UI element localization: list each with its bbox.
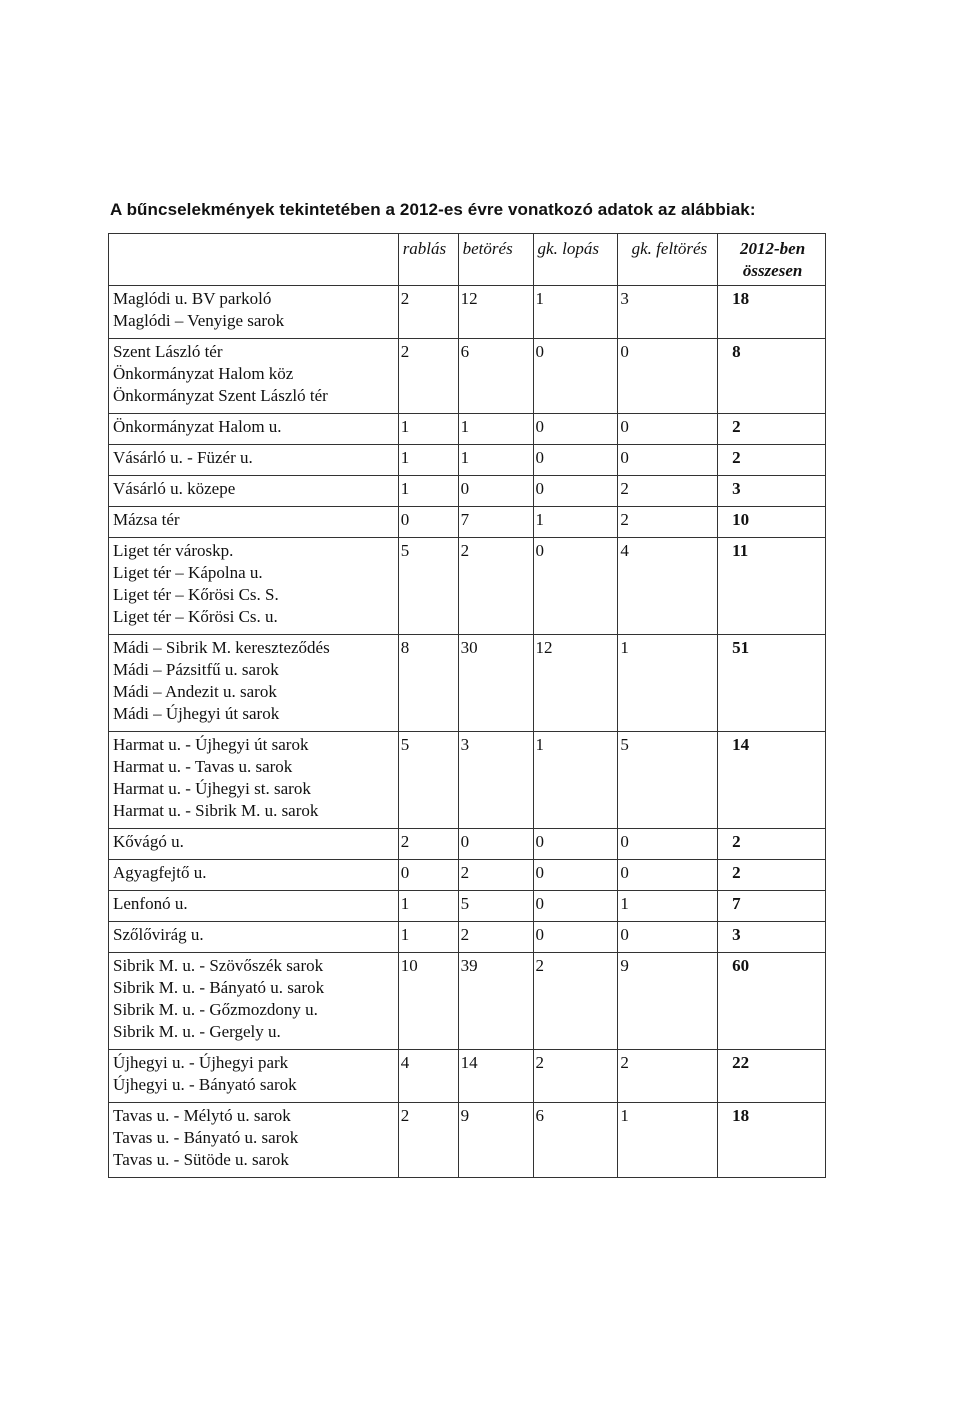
total-value-cell — [718, 891, 826, 922]
vehicle-theft-value-cell — [533, 922, 618, 953]
burglary-value-cell — [458, 732, 533, 829]
robbery-value: 2 — [400, 289, 410, 308]
robbery-value: 0 — [400, 863, 410, 882]
table-row — [109, 339, 826, 414]
vehicle-theft-value-cell — [533, 339, 618, 414]
vehicle-breakin-value: 0 — [620, 863, 629, 882]
vehicle-theft-value-cell — [533, 953, 618, 1050]
location-name: Újhegyi u. - Bányató sarok — [113, 1075, 297, 1094]
vehicle-theft-value: 0 — [535, 925, 545, 944]
total-value: 11 — [732, 541, 749, 560]
vehicle-breakin-value-cell — [618, 414, 718, 445]
vehicle-breakin-value: 1 — [620, 1106, 629, 1125]
vehicle-breakin-value-cell — [618, 286, 718, 339]
vehicle-theft-value-cell — [533, 507, 618, 538]
location-name: Vásárló u. közepe — [113, 479, 236, 498]
total-value: 3 — [732, 925, 741, 944]
location-name: Mádi – Pázsitfű u. sarok — [113, 660, 279, 679]
location-cell — [109, 635, 399, 732]
robbery-value-cell — [398, 1103, 458, 1178]
burglary-value-cell — [458, 922, 533, 953]
table-row — [109, 953, 826, 1050]
location-name: Sibrik M. u. - Gergely u. — [113, 1022, 281, 1041]
robbery-value-cell — [398, 635, 458, 732]
location-cell — [109, 953, 399, 1050]
total-value: 18 — [732, 289, 750, 308]
vehicle-theft-value: 0 — [535, 479, 545, 498]
location-cell — [109, 414, 399, 445]
total-value: 22 — [732, 1053, 750, 1072]
vehicle-breakin-value-cell — [618, 507, 718, 538]
vehicle-breakin-value-cell — [618, 445, 718, 476]
total-value: 3 — [732, 479, 741, 498]
vehicle-theft-value-cell — [533, 732, 618, 829]
vehicle-theft-value: 0 — [535, 541, 545, 560]
robbery-value-cell — [398, 860, 458, 891]
location-name: Harmat u. - Sibrik M. u. sarok — [113, 801, 319, 820]
table-row — [109, 538, 826, 635]
vehicle-breakin-value: 0 — [620, 925, 629, 944]
location-name: Önkormányzat Halom köz — [113, 364, 294, 383]
burglary-value-cell — [458, 538, 533, 635]
table-row — [109, 286, 826, 339]
table-row — [109, 922, 826, 953]
table-row — [109, 1050, 826, 1103]
robbery-value: 2 — [400, 1106, 410, 1125]
robbery-value-cell — [398, 732, 458, 829]
vehicle-breakin-value-cell — [618, 538, 718, 635]
total-value-cell — [718, 286, 826, 339]
robbery-value-cell — [398, 445, 458, 476]
robbery-value-cell — [398, 507, 458, 538]
vehicle-breakin-value: 0 — [620, 417, 629, 436]
total-value-cell — [718, 829, 826, 860]
total-value-cell — [718, 476, 826, 507]
location-name: Önkormányzat Szent László tér — [113, 386, 328, 405]
table-row — [109, 732, 826, 829]
total-value: 14 — [732, 735, 750, 754]
vehicle-theft-value-cell — [533, 829, 618, 860]
total-value-cell — [718, 1050, 826, 1103]
vehicle-breakin-value: 0 — [620, 448, 629, 467]
location-name: Lenfonó u. — [113, 894, 188, 913]
vehicle-breakin-value: 2 — [620, 510, 629, 529]
burglary-value: 30 — [460, 638, 478, 657]
location-cell — [109, 1103, 399, 1178]
robbery-value-cell — [398, 339, 458, 414]
total-value: 2 — [732, 417, 741, 436]
location-name: Maglódi u. BV parkoló — [113, 289, 272, 308]
vehicle-theft-value-cell — [533, 1050, 618, 1103]
vehicle-breakin-value: 9 — [620, 956, 629, 975]
vehicle-breakin-value: 1 — [620, 894, 629, 913]
location-name: Mádi – Andezit u. sarok — [113, 682, 277, 701]
total-value-cell — [718, 507, 826, 538]
total-value-cell — [718, 732, 826, 829]
vehicle-breakin-value: 0 — [620, 832, 629, 851]
vehicle-breakin-value: 0 — [620, 342, 629, 361]
vehicle-theft-value-cell — [533, 1103, 618, 1178]
header-vehicle-breakin: gk. feltörés — [618, 234, 718, 286]
robbery-value: 5 — [400, 541, 410, 560]
burglary-value: 0 — [460, 479, 470, 498]
header-burglary: betörés — [458, 234, 533, 286]
burglary-value-cell — [458, 476, 533, 507]
robbery-value: 4 — [400, 1053, 410, 1072]
vehicle-theft-value: 0 — [535, 863, 545, 882]
location-name: Mádi – Újhegyi út sarok — [113, 704, 280, 723]
burglary-value-cell — [458, 1103, 533, 1178]
robbery-value: 1 — [400, 448, 410, 467]
table-row — [109, 476, 826, 507]
vehicle-theft-value: 0 — [535, 894, 545, 913]
burglary-value-cell — [458, 1050, 533, 1103]
location-cell — [109, 732, 399, 829]
robbery-value-cell — [398, 286, 458, 339]
header-robbery: rablás — [398, 234, 458, 286]
location-name: Agyagfejtő u. — [113, 863, 207, 882]
burglary-value-cell — [458, 414, 533, 445]
total-value: 2 — [732, 448, 741, 467]
vehicle-theft-value-cell — [533, 414, 618, 445]
vehicle-breakin-value-cell — [618, 1050, 718, 1103]
robbery-value: 1 — [400, 894, 410, 913]
vehicle-theft-value-cell — [533, 445, 618, 476]
table-row — [109, 829, 826, 860]
location-name: Szent László tér — [113, 342, 223, 361]
total-value-cell — [718, 339, 826, 414]
total-value-cell — [718, 445, 826, 476]
robbery-value: 2 — [400, 832, 410, 851]
vehicle-theft-value: 2 — [535, 956, 545, 975]
robbery-value-cell — [398, 476, 458, 507]
vehicle-theft-value: 0 — [535, 417, 545, 436]
table-body — [109, 286, 826, 1178]
location-name: Kővágó u. — [113, 832, 184, 851]
total-value: 8 — [732, 342, 741, 361]
location-name: Liget tér – Kőrösi Cs. u. — [113, 607, 278, 626]
total-value: 2 — [732, 863, 741, 882]
location-name: Sibrik M. u. - Szövőszék sarok — [113, 956, 324, 975]
burglary-value: 5 — [460, 894, 470, 913]
burglary-value: 1 — [460, 417, 470, 436]
location-name: Sibrik M. u. - Bányató u. sarok — [113, 978, 325, 997]
vehicle-theft-value: 6 — [535, 1106, 545, 1125]
table-row — [109, 507, 826, 538]
location-name: Mázsa tér — [113, 510, 180, 529]
burglary-value-cell — [458, 860, 533, 891]
vehicle-breakin-value-cell — [618, 953, 718, 1050]
burglary-value: 2 — [460, 863, 470, 882]
vehicle-breakin-value-cell — [618, 732, 718, 829]
location-name: Sibrik M. u. - Gőzmozdony u. — [113, 1000, 318, 1019]
burglary-value: 39 — [460, 956, 478, 975]
total-value: 18 — [732, 1106, 750, 1125]
vehicle-breakin-value: 4 — [620, 541, 629, 560]
vehicle-breakin-value: 2 — [620, 479, 629, 498]
robbery-value: 10 — [400, 956, 418, 975]
burglary-value-cell — [458, 891, 533, 922]
burglary-value-cell — [458, 286, 533, 339]
location-cell — [109, 538, 399, 635]
vehicle-breakin-value-cell — [618, 922, 718, 953]
vehicle-theft-value-cell — [533, 860, 618, 891]
robbery-value: 1 — [400, 417, 410, 436]
crime-statistics-table — [108, 233, 826, 1178]
vehicle-theft-value: 12 — [535, 638, 553, 657]
total-value-cell — [718, 953, 826, 1050]
location-name: Harmat u. - Tavas u. sarok — [113, 757, 293, 776]
total-value-cell — [718, 860, 826, 891]
vehicle-theft-value-cell — [533, 891, 618, 922]
table-row — [109, 1103, 826, 1178]
total-value: 51 — [732, 638, 750, 657]
vehicle-theft-value: 1 — [535, 735, 545, 754]
location-name: Tavas u. - Sütöde u. sarok — [113, 1150, 289, 1169]
vehicle-theft-value-cell — [533, 476, 618, 507]
total-value: 2 — [732, 832, 741, 851]
burglary-value-cell — [458, 507, 533, 538]
robbery-value: 1 — [400, 479, 410, 498]
vehicle-theft-value-cell — [533, 635, 618, 732]
burglary-value: 0 — [460, 832, 470, 851]
table-row — [109, 414, 826, 445]
location-cell — [109, 507, 399, 538]
burglary-value: 3 — [460, 735, 470, 754]
robbery-value-cell — [398, 922, 458, 953]
location-cell — [109, 286, 399, 339]
location-cell — [109, 891, 399, 922]
burglary-value: 1 — [460, 448, 470, 467]
vehicle-breakin-value-cell — [618, 476, 718, 507]
robbery-value-cell — [398, 891, 458, 922]
vehicle-breakin-value: 2 — [620, 1053, 629, 1072]
vehicle-theft-value: 1 — [535, 289, 545, 308]
robbery-value-cell — [398, 414, 458, 445]
burglary-value: 2 — [460, 925, 470, 944]
location-name: Tavas u. - Bányató u. sarok — [113, 1128, 299, 1147]
header-vehicle-theft: gk. lopás — [533, 234, 618, 286]
burglary-value-cell — [458, 953, 533, 1050]
total-value: 10 — [732, 510, 750, 529]
location-name: Liget tér – Kápolna u. — [113, 563, 263, 582]
location-cell — [109, 445, 399, 476]
vehicle-breakin-value-cell — [618, 339, 718, 414]
vehicle-theft-value: 1 — [535, 510, 545, 529]
total-value-cell — [718, 538, 826, 635]
robbery-value: 5 — [400, 735, 410, 754]
robbery-value: 2 — [400, 342, 410, 361]
location-name: Vásárló u. - Füzér u. — [113, 448, 253, 467]
header-total: 2012-ben összesen — [718, 234, 826, 286]
vehicle-breakin-value-cell — [618, 1103, 718, 1178]
vehicle-breakin-value-cell — [618, 635, 718, 732]
robbery-value-cell — [398, 1050, 458, 1103]
location-cell — [109, 339, 399, 414]
burglary-value-cell — [458, 339, 533, 414]
vehicle-breakin-value-cell — [618, 860, 718, 891]
total-value-cell — [718, 922, 826, 953]
total-value-cell — [718, 414, 826, 445]
location-name: Önkormányzat Halom u. — [113, 417, 282, 436]
vehicle-breakin-value: 3 — [620, 289, 629, 308]
location-cell — [109, 922, 399, 953]
location-cell — [109, 860, 399, 891]
burglary-value: 6 — [460, 342, 470, 361]
vehicle-theft-value: 0 — [535, 448, 545, 467]
robbery-value: 8 — [400, 638, 410, 657]
location-name: Szőlővirág u. — [113, 925, 204, 944]
location-name: Maglódi – Venyige sarok — [113, 311, 285, 330]
document-heading: A bűncselekmények tekintetében a 2012-es évre vonatkozó adatok az alábbiak: — [110, 200, 756, 219]
location-cell — [109, 1050, 399, 1103]
burglary-value: 7 — [460, 510, 470, 529]
location-name: Harmat u. - Újhegyi st. sarok — [113, 779, 311, 798]
table-row — [109, 891, 826, 922]
vehicle-theft-value: 0 — [535, 342, 545, 361]
robbery-value-cell — [398, 829, 458, 860]
vehicle-breakin-value-cell — [618, 829, 718, 860]
location-name: Liget tér városkp. — [113, 541, 234, 560]
burglary-value: 14 — [460, 1053, 478, 1072]
header-location — [109, 234, 399, 286]
total-value: 60 — [732, 956, 750, 975]
robbery-value-cell — [398, 538, 458, 635]
location-name: Liget tér – Kőrösi Cs. S. — [113, 585, 279, 604]
vehicle-breakin-value: 1 — [620, 638, 629, 657]
location-name: Harmat u. - Újhegyi út sarok — [113, 735, 309, 754]
table-row — [109, 635, 826, 732]
robbery-value-cell — [398, 953, 458, 1050]
location-name: Mádi – Sibrik M. kereszteződés — [113, 638, 330, 657]
vehicle-theft-value-cell — [533, 538, 618, 635]
burglary-value-cell — [458, 635, 533, 732]
vehicle-theft-value: 0 — [535, 832, 545, 851]
table-header-row — [109, 234, 826, 286]
robbery-value: 0 — [400, 510, 410, 529]
table-row — [109, 445, 826, 476]
location-name: Újhegyi u. - Újhegyi park — [113, 1053, 289, 1072]
location-name: Tavas u. - Mélytó u. sarok — [113, 1106, 291, 1125]
total-value-cell — [718, 1103, 826, 1178]
vehicle-breakin-value-cell — [618, 891, 718, 922]
table-row — [109, 860, 826, 891]
burglary-value-cell — [458, 829, 533, 860]
location-cell — [109, 829, 399, 860]
vehicle-theft-value-cell — [533, 286, 618, 339]
burglary-value: 9 — [460, 1106, 470, 1125]
vehicle-theft-value: 2 — [535, 1053, 545, 1072]
vehicle-breakin-value: 5 — [620, 735, 629, 754]
burglary-value: 12 — [460, 289, 478, 308]
burglary-value-cell — [458, 445, 533, 476]
total-value-cell — [718, 635, 826, 732]
robbery-value: 1 — [400, 925, 410, 944]
location-cell — [109, 476, 399, 507]
total-value: 7 — [732, 894, 741, 913]
burglary-value: 2 — [460, 541, 470, 560]
